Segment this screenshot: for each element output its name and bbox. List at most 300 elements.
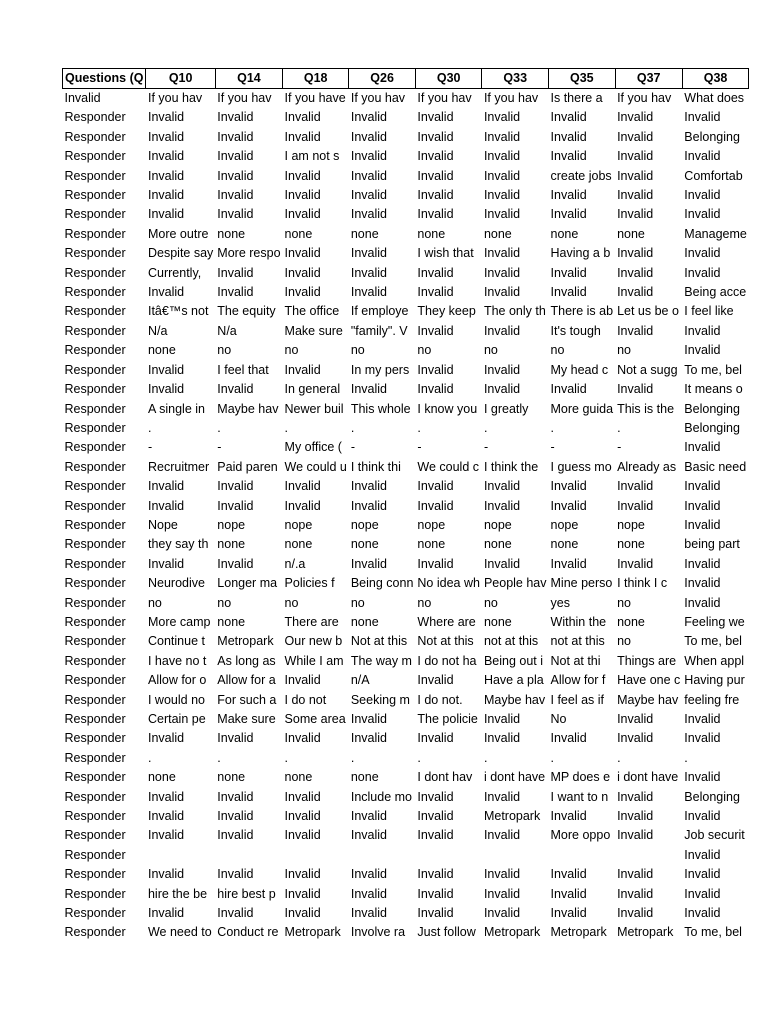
answer-cell: Invalid [350,712,387,726]
answer-cell: Invalid [284,828,321,843]
row-label-cell: Responder [64,168,126,183]
answer-cell: We could u [284,459,347,474]
answer-cell: Paid paren [217,459,278,474]
answer-cell: Invalid [217,285,254,300]
header-cell-q37: Q37 [615,69,682,89]
answer-cell: If you hav [417,91,472,105]
answer-cell: I feel as if [550,692,605,707]
table-row [63,652,749,671]
answer-cell: . [550,420,554,435]
answer-cell: Invalid [483,382,521,397]
answer-cell: Invalid [550,556,587,571]
answer-cell: Invalid [617,129,654,144]
answer-cell: nope [417,517,446,532]
row-label-cell: Responder [64,828,126,843]
answer-cell: Invalid [217,867,254,882]
answer-cell: Invalid [483,168,521,183]
answer-cell: none [217,614,246,629]
answer-cell: Invalid [217,207,254,222]
answer-cell: Invalid [147,906,185,921]
answer-cell: In general [284,382,341,397]
answer-cell: Invalid [350,285,387,300]
answer-cell: Invalid [284,906,321,921]
table-row [63,419,749,438]
answer-cell: Invalid [417,828,454,843]
answer-cell: none [217,770,246,785]
header-cell-q10: Q10 [146,69,215,89]
table-row [63,671,749,690]
row-label-cell: Responder [64,673,126,688]
answer-cell: If employe [350,304,409,319]
answer-cell: My head c [550,362,609,377]
answer-cell: Belonging [684,129,740,144]
answer-cell: Invalid [617,828,654,843]
answer-cell: Metropark [483,925,541,940]
answer-cell: Include mo [350,789,412,804]
row-label-cell: Responder [64,653,126,668]
row-label-cell: Responder [64,770,126,785]
answer-cell: Invalid [483,129,521,144]
answer-cell: Invalid [217,265,254,280]
answer-cell: Invalid [284,110,321,125]
row-label-cell: Responder [64,343,126,358]
answer-cell: This whole [350,401,411,416]
answer-cell: We could c [417,459,480,474]
answer-cell: n/.a [284,556,306,571]
table-row [63,283,749,302]
answer-cell: If you hav [617,91,672,105]
answer-cell: For such a [217,692,277,707]
answer-cell: I think thi [350,459,401,474]
table-row [63,807,749,826]
answer-cell: Having a b [550,246,611,261]
answer-cell: If you hav [350,91,406,105]
answer-cell: Invalid [350,129,387,144]
row-label-cell: Responder [64,614,126,629]
answer-cell: A single in [147,401,205,416]
answer-cell: Having pur [684,673,745,688]
answer-cell: . [350,750,355,765]
answer-cell [549,846,616,865]
answer-cell: Things are [617,653,677,668]
table-row [63,322,749,341]
answer-cell: Involve ra [350,925,406,940]
header-cell-q38: Q38 [682,69,749,89]
answer-cell [215,846,282,865]
answer-cell: . [417,750,421,765]
answer-cell: Invalid [350,382,387,397]
table-row [63,167,749,186]
answer-cell: Allow for f [550,673,606,688]
answer-cell: Invalid [147,285,185,300]
table-row [63,923,749,942]
answer-cell: Invalid [483,867,521,882]
answer-cell: feeling fre [684,692,740,707]
answer-cell: Neurodive [147,576,205,591]
answer-cell: Invalid [284,129,321,144]
answer-cell: Invalid [417,188,454,203]
answer-cell: not at this [550,634,605,649]
table-row [63,749,749,768]
answer-cell: Not at thi [550,653,601,668]
row-label-cell: Responder [64,809,126,824]
row-label-cell: Responder [64,323,126,338]
row-label-cell: Responder [64,556,126,571]
answer-cell: no [417,343,432,358]
answer-cell: The way m [350,653,412,668]
answer-cell: Conduct re [217,925,279,940]
table-row [63,128,749,147]
answer-cell: Seeking m [350,692,410,707]
table-row [63,380,749,399]
answer-cell: Have one c [617,673,681,688]
answer-cell: Invalid [684,440,721,455]
table-row [63,729,749,748]
answer-cell: Invalid [550,285,587,300]
answer-cell: yes [550,595,570,610]
answer-cell: To me, bel [684,925,742,940]
answer-cell: Currently, [147,265,202,280]
answer-cell: Invalid [217,149,254,164]
answer-cell: none [617,226,645,241]
answer-cell: My office ( [284,440,342,455]
answer-cell: Just follow [417,925,476,940]
answer-cell: Metropark [217,634,274,649]
answer-cell: Invalid [617,789,654,804]
answer-cell: Invalid [350,556,387,571]
answer-cell: Invalid [483,285,521,300]
answer-cell: Invalid [417,886,454,901]
row-label-cell: Responder [64,304,126,319]
answer-cell: Invalid [217,110,254,125]
answer-cell: Longer ma [217,576,278,591]
answer-cell: none [147,770,176,785]
answer-cell: - [550,440,555,455]
answer-cell [415,846,482,865]
row-label-cell: Responder [64,925,126,940]
row-label-cell: Responder [64,595,126,610]
answer-cell: Invalid [417,110,454,125]
answer-cell: Invalid [417,789,454,804]
answer-cell: none [350,770,379,785]
answer-cell: no [284,343,299,358]
answer-cell: I would no [147,692,205,707]
row-label-cell: Responder [64,362,126,377]
answer-cell: No [550,712,567,726]
answer-cell: Invalid [147,828,185,843]
header-cell-q35: Q35 [549,69,616,89]
answer-cell: Invalid [483,789,521,804]
answer-cell: Invalid [684,343,721,358]
answer-cell: none [350,614,379,629]
answer-cell: Invalid [147,149,185,164]
answer-cell: There are [284,614,339,629]
answer-cell: I do not. [417,692,463,707]
answer-cell: Invalid [483,362,521,377]
answer-cell: The policie [417,712,478,726]
answer-cell: They keep [417,304,476,319]
answer-cell: Invalid [483,828,521,843]
answer-cell: - [617,440,622,455]
answer-cell: I am not s [284,149,340,164]
answer-cell: Invalid [550,265,587,280]
answer-cell: Invalid [550,906,587,921]
answer-cell: "family". V [350,323,408,338]
answer-cell: i dont have [483,770,546,785]
answer-cell: Invalid [684,265,721,280]
answer-cell: - [483,440,489,455]
row-label-cell: Responder [64,634,126,649]
answer-cell: Invalid [417,285,454,300]
answer-cell: none [217,537,246,552]
answer-cell: Maybe hav [617,692,679,707]
row-label-cell: Invalid [64,91,101,105]
answer-cell: Invalid [684,595,721,610]
answer-cell: . [617,750,621,765]
row-label-cell: Responder [64,382,126,397]
row-label-cell: Responder [64,246,126,261]
answer-cell: Invalid [417,129,454,144]
answer-cell: Invalid [350,149,387,164]
answer-cell: Metropark [284,925,341,940]
answer-cell: Invalid [417,382,454,397]
answer-cell: none [417,537,446,552]
answer-cell: People hav [483,576,547,591]
header-cell-questions: Questions (Q [63,69,146,89]
answer-cell: Invalid [147,110,185,125]
answer-cell: Invalid [284,246,321,261]
answer-cell: Where are [417,614,476,629]
table-row [63,516,749,535]
answer-cell: Invalid [417,168,454,183]
answer-cell: Invalid [284,362,321,377]
answer-cell [482,846,549,865]
answer-cell: Invalid [417,265,454,280]
table-row [63,302,749,321]
row-label-cell: Responder [64,789,126,804]
answer-cell: I think I c [617,576,668,591]
answer-cell: nope [217,517,246,532]
answer-cell: Nope [147,517,178,532]
answer-cell: . [483,750,488,765]
answer-cell: . [350,420,355,435]
row-label-cell: Responder [64,576,126,591]
answer-cell: Invalid [147,129,185,144]
answer-cell: When appl [684,653,745,668]
answer-cell: I feel like [684,304,734,319]
answer-cell: Make sure [217,712,276,726]
answer-cell: Invalid [483,498,521,513]
answer-cell: No idea wh [417,576,480,591]
answer-cell: Maybe hav [217,401,279,416]
answer-cell: n/A [350,673,370,688]
answer-cell: The office [284,304,340,319]
answer-cell: none [350,226,379,241]
answer-cell: . [147,750,152,765]
table-body [63,89,749,943]
table-row [63,225,749,244]
answer-cell: I wish that [417,246,474,261]
answer-cell: Invalid [417,906,454,921]
table-row [63,632,749,651]
table-row [63,574,749,593]
answer-cell: no [617,595,631,610]
answer-cell: Invalid [284,886,321,901]
answer-cell: Invalid [550,110,587,125]
answer-cell: - [417,440,422,455]
answer-cell: none [284,770,313,785]
answer-cell: Within the [550,614,607,629]
answer-cell: nope [483,517,512,532]
answer-cell: Invalid [417,479,454,494]
answer-cell: If you have [284,91,346,105]
answer-cell: Invalid [550,731,587,746]
answer-cell: being part [684,537,740,552]
row-label-cell: Responder [64,420,126,435]
table-row [63,244,749,263]
answer-cell: Invalid [284,809,321,824]
table-row [63,535,749,554]
answer-cell: no [217,595,232,610]
table-row [63,497,749,516]
answer-cell: Invalid [417,867,454,882]
answer-cell: Invalid [350,188,387,203]
answer-cell: Our new b [284,634,343,649]
answer-cell [615,846,682,865]
answer-cell: Invalid [350,498,387,513]
answer-cell: Invalid [483,886,521,901]
answer-cell: I greatly [483,401,529,416]
answer-cell: Invalid [417,498,454,513]
row-label-cell: Responder [64,401,126,416]
answer-cell: Comfortab [684,168,743,183]
answer-cell: . [284,420,289,435]
answer-cell: Invalid [217,188,254,203]
answer-cell: Invalid [417,362,454,377]
table-row [63,710,749,729]
table-row [63,865,749,884]
answer-cell: Invalid [684,712,721,726]
answer-cell: no [350,595,365,610]
answer-cell: Invalid [147,382,185,397]
table-row [63,89,749,109]
answer-cell: I do not [284,692,327,707]
answer-cell: none [483,614,512,629]
answer-cell: Invalid [284,168,321,183]
answer-cell: Invalid [284,789,321,804]
answer-cell: create jobs [550,168,612,183]
answer-cell: Invalid [684,246,721,261]
answer-cell: Invalid [217,382,254,397]
answer-cell: . [483,420,488,435]
answer-cell: Metropark [483,809,541,824]
row-label-cell: Responder [64,847,126,862]
answer-cell: Invalid [147,809,185,824]
row-label-cell: Responder [64,285,126,300]
answer-cell: Invalid [217,789,254,804]
header-cell-q26: Q26 [349,69,416,89]
answer-cell: Invalid [284,207,321,222]
answer-cell: none [147,343,176,358]
answer-cell: Invalid [684,576,721,591]
answer-cell: Invalid [684,770,721,785]
answer-cell: What does [684,91,745,105]
answer-cell: Invalid [350,867,387,882]
answer-cell: Belonging [684,420,740,435]
answer-cell: Invalid [147,479,185,494]
answer-cell: Recruitmer [147,459,210,474]
answer-cell: Newer buil [284,401,344,416]
answer-cell: More outre [147,226,209,241]
answer-cell: The equity [217,304,276,319]
answer-cell: We need to [147,925,212,940]
answer-cell: none [550,226,579,241]
answer-cell: This is the [617,401,675,416]
answer-cell: Invalid [483,265,521,280]
answer-cell: Invalid [617,712,654,726]
answer-cell: Invalid [217,828,254,843]
table-row [63,477,749,496]
answer-cell: - [217,440,222,455]
answer-cell: Invalid [147,556,185,571]
table-row [63,904,749,923]
answer-cell: Invalid [284,673,321,688]
answer-cell: Allow for o [147,673,207,688]
answer-cell: Belonging [684,401,740,416]
answer-cell: More oppo [550,828,611,843]
answer-cell: Invalid [284,867,321,882]
answer-cell: Allow for a [217,673,276,688]
answer-cell: Invalid [217,809,254,824]
answer-cell: none [483,537,512,552]
row-label-cell: Responder [64,129,126,144]
answer-cell: nope [550,517,579,532]
answer-cell: no [483,595,498,610]
answer-cell: Some area [284,712,346,726]
answer-cell: Invalid [684,517,721,532]
answer-cell: MP does e [550,770,611,785]
answer-cell: Invalid [417,731,454,746]
answer-cell: Invalid [684,323,721,338]
answer-cell: . [417,420,421,435]
answer-cell [283,846,349,865]
answer-cell: It's tough [550,323,601,338]
row-label-cell: Responder [64,750,126,765]
answer-cell: Invalid [417,809,454,824]
row-label-cell: Responder [64,265,126,280]
table-row [63,400,749,419]
answer-cell: Invalid [550,867,587,882]
answer-cell: If you hav [217,91,272,105]
answer-cell: More camp [147,614,211,629]
answer-cell: Invalid [147,789,185,804]
answer-cell: Invalid [483,149,521,164]
answer-cell: Invalid [284,498,321,513]
answer-cell: Invalid [617,149,654,164]
answer-cell: Invalid [350,110,387,125]
table-row [63,186,749,205]
answer-cell: Metropark [550,925,607,940]
answer-cell: Invalid [617,285,654,300]
answer-cell: Invalid [483,556,521,571]
header-cell-q14: Q14 [215,69,282,89]
answer-cell: Invalid [483,207,521,222]
answer-cell: hire the be [147,886,208,901]
answer-cell: Belonging [684,789,740,804]
answer-cell: Invalid [617,886,654,901]
answer-cell: no [284,595,299,610]
answer-cell: Policies f [284,576,335,591]
